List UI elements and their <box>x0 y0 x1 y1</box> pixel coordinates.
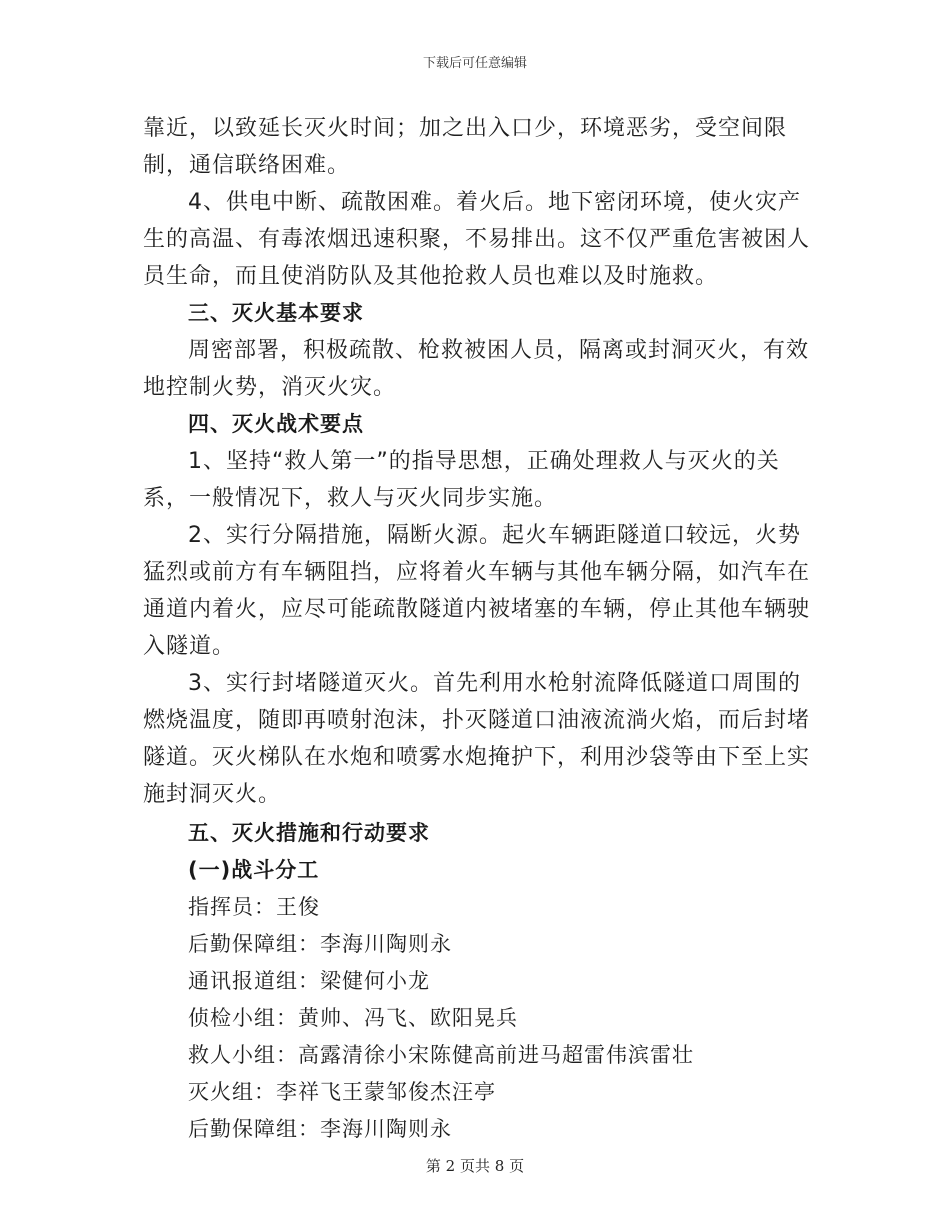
roster-line: 通讯报道组：梁健何小龙 <box>188 969 430 993</box>
paragraph: 3、实行封堵隧道灭火。首先利用水枪射流降低隧道口周围的燃烧温度，随即再喷射泡沫，扑灭隧道口油液流淌火焰，而后封堵隧道。灭火梯队在水炮和喷雾水炮掩护下，利用沙袋等由下至上实施封洞灭火。 <box>143 671 811 807</box>
page-header: 下载后可任意编辑 <box>422 56 527 71</box>
document-body <box>143 110 810 1148</box>
paragraph: 2、实行分隔措施，隔断火源。起火车辆距隧道口较远，火势猛烈或前方有车辆阻挡，应将着火车辆与其他车辆分隔，如汽车在通道内着火，应尽可能疏散隧道内被堵塞的车辆，停止其他车辆驶入隧道。 <box>143 523 811 659</box>
subsection-heading: (一)战斗分工 <box>188 858 320 882</box>
roster-line: 后勤保障组：李海川陶则永 <box>188 1117 452 1141</box>
paragraph: 周密部署，积极疏散、枪救被困人员，隔离或封洞灭火，有效地控制火势，消灭火灾。 <box>143 338 810 400</box>
paragraph: 4、供电中断、疏散困难。着火后。地下密闭环境，使火灾产生的高温、有毒浓烟迅速积聚，不易排出。这不仅严重危害被困人员生命，而且使消防队及其他抢救人员也难以及时施救。 <box>143 190 811 289</box>
roster-line: 侦检小组：黄帅、冯飞、欧阳晃兵 <box>188 1006 518 1030</box>
paragraph: 1、坚持“救人第一”的指导思想，正确处理救人与灭火的关系，一般情况下，救人与灭火同步实施。 <box>143 449 780 511</box>
paragraph: 靠近，以致延长灭火时间；加之出入口少，环境恶劣，受空间限制，通信联络困难。 <box>143 116 788 178</box>
roster-line: 后勤保障组：李海川陶则永 <box>188 932 452 956</box>
roster-line: 灭火组：李祥飞王蒙邹俊杰汪亭 <box>188 1080 496 1104</box>
section-heading: 三、灭火基本要求 <box>188 301 364 325</box>
section-heading: 五、灭火措施和行动要求 <box>188 821 430 845</box>
roster-line: 救人小组：高露清徐小宋陈健高前进马超雷伟滨雷壮 <box>188 1043 694 1067</box>
section-heading: 四、灭火战术要点 <box>188 412 364 436</box>
page-footer: 第 2 页共 8 页 <box>425 1157 525 1175</box>
roster-line: 指挥员：王俊 <box>188 895 320 919</box>
